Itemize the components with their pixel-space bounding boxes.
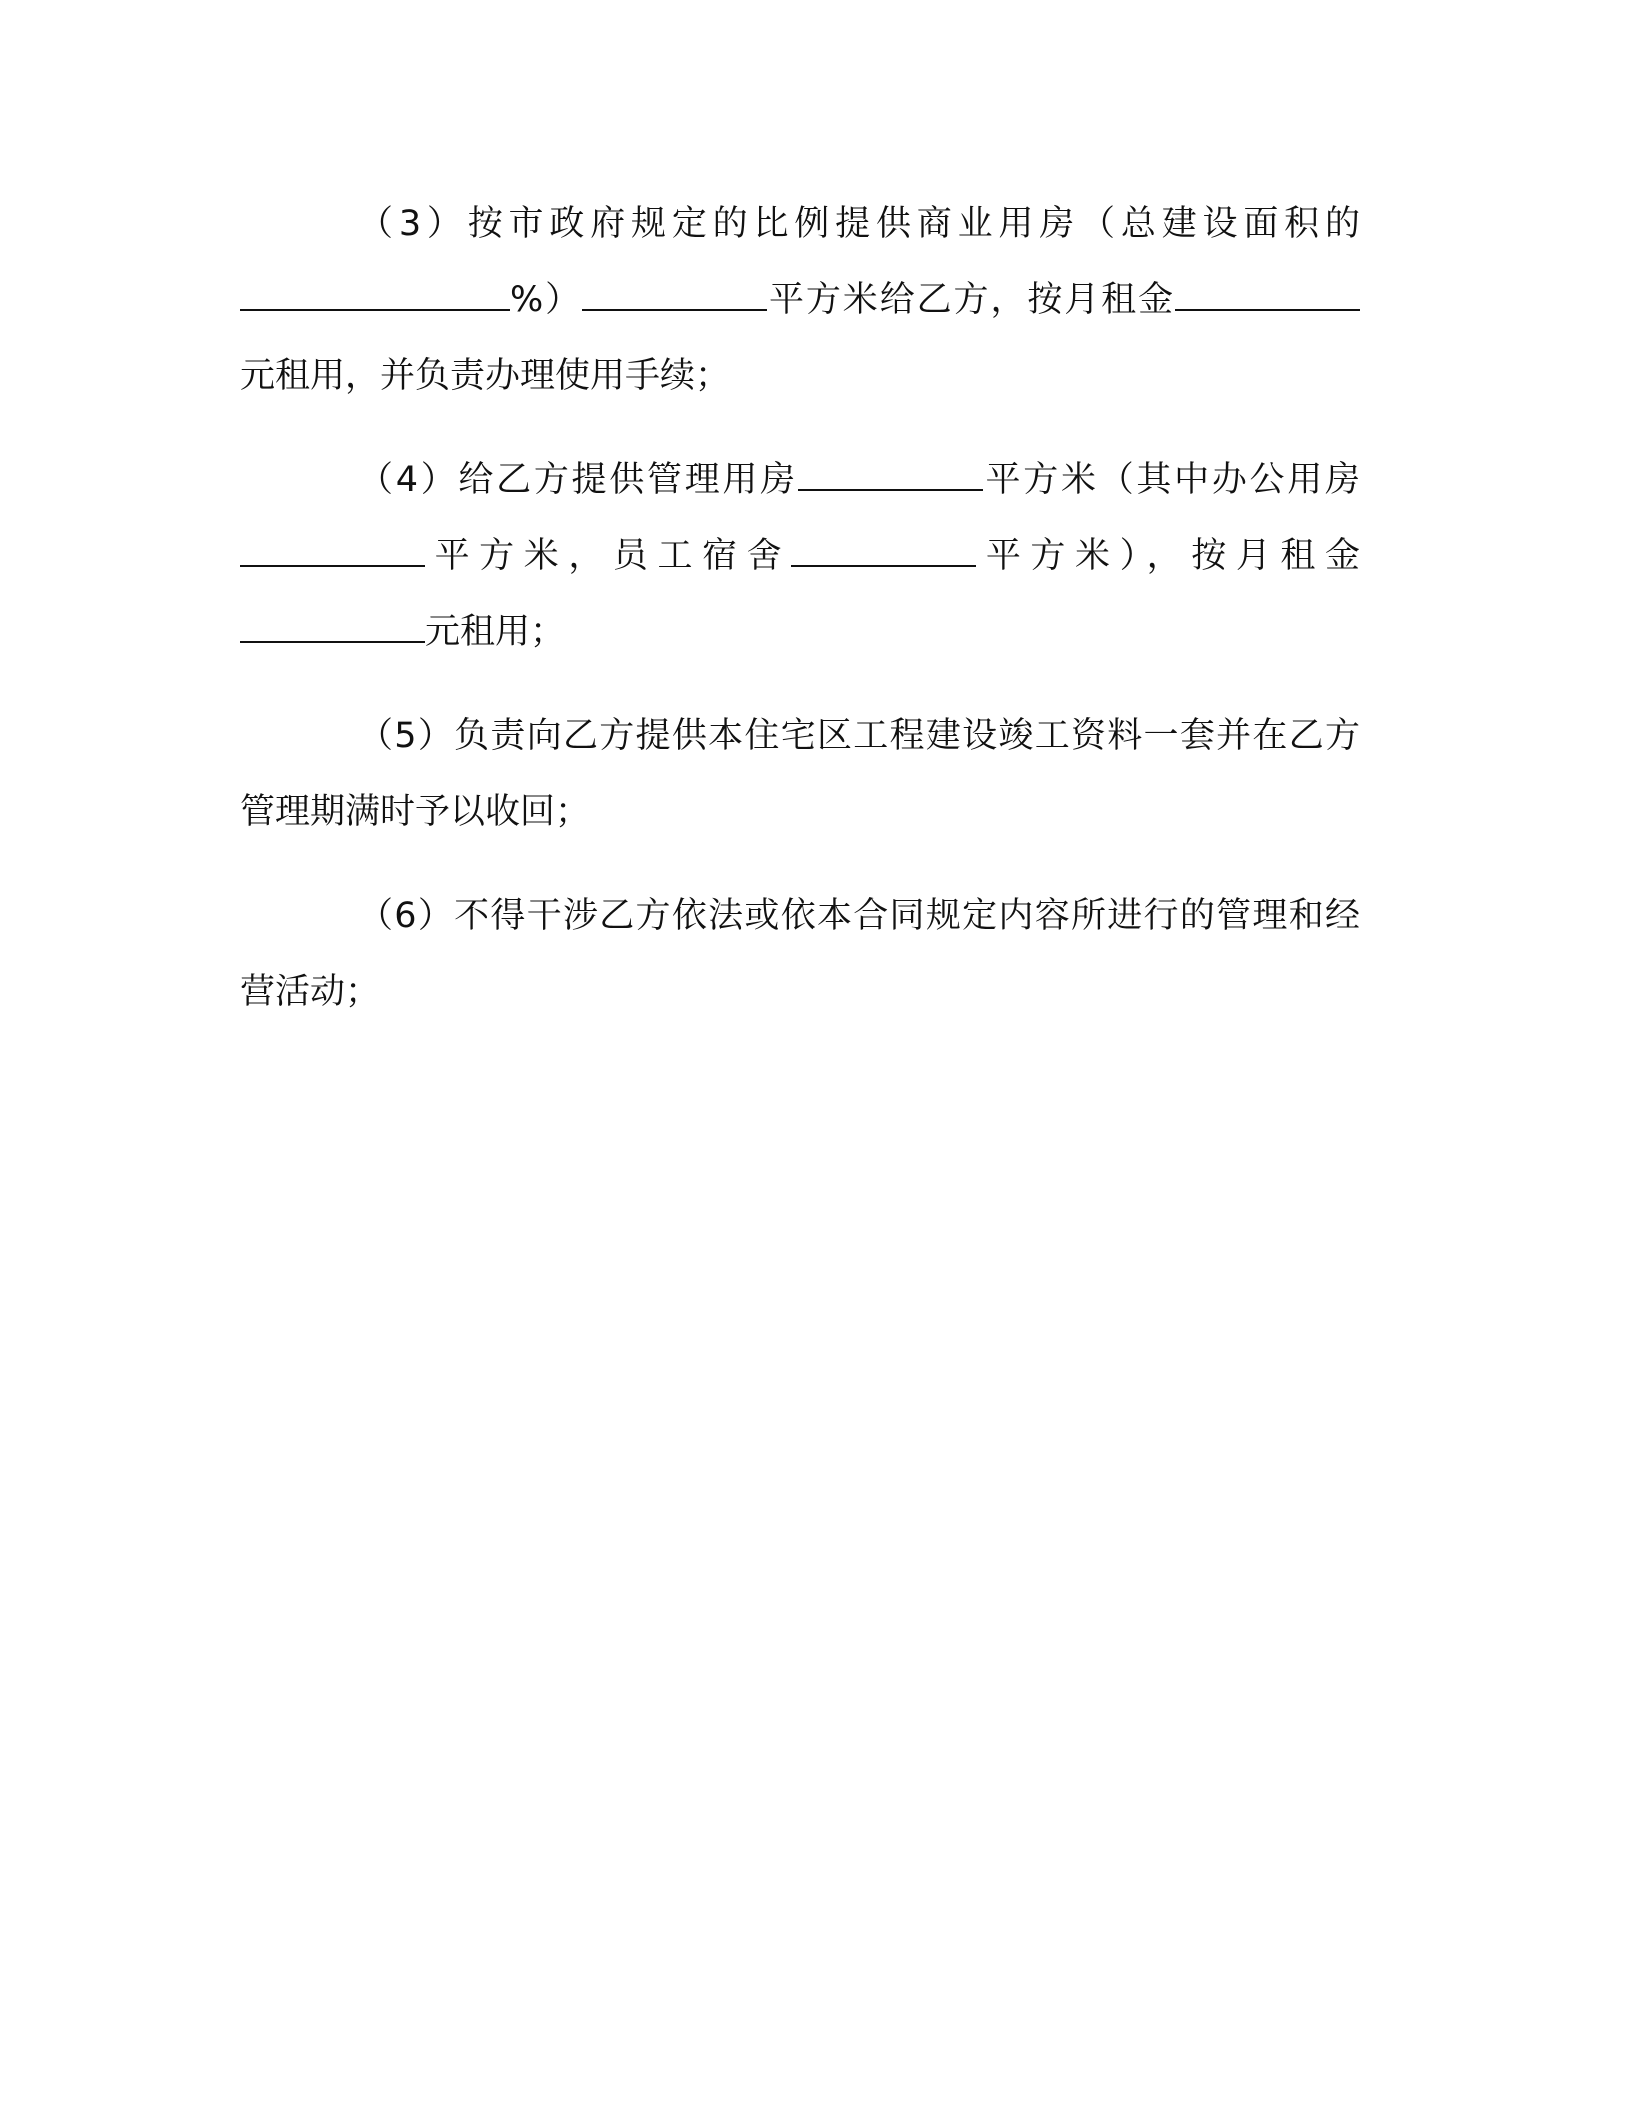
paragraph-text: 元租用，并负责办理使用手续； <box>240 356 731 396</box>
paragraph-text: 平方米），按月租金 <box>976 536 1360 576</box>
paragraph-text: 平方米，员工宿舍 <box>425 536 792 576</box>
fill-in-blank <box>240 272 510 311</box>
paragraph-clause-4 <box>240 442 1360 670</box>
paragraph-text: 平方米（其中办公用房 <box>982 460 1360 500</box>
document-body <box>240 186 1360 1058</box>
fill-in-blank <box>240 528 425 567</box>
paragraph-text: （4）给乙方提供管理用房 <box>358 460 798 500</box>
paragraph-text: （3）按市政府规定的比例提供商业用房（总建设面积的 <box>358 204 1360 244</box>
paragraph-text: 元租用； <box>425 612 566 652</box>
paragraph-clause-5 <box>240 698 1360 850</box>
fill-in-blank <box>791 528 976 567</box>
paragraph-text: %） <box>510 280 583 320</box>
fill-in-blank <box>1175 272 1360 311</box>
paragraph-text: （5）负责向乙方提供本住宅区工程建设竣工资料一套并在乙方管理期满时予以收回； <box>240 716 1360 832</box>
fill-in-blank <box>798 452 983 491</box>
paragraph-clause-6 <box>240 878 1360 1030</box>
paragraph-text: （6）不得干涉乙方依法或依本合同规定内容所进行的管理和经营活动； <box>240 896 1360 1012</box>
fill-in-blank <box>582 272 767 311</box>
paragraph-clause-3 <box>240 186 1360 414</box>
fill-in-blank <box>240 604 425 643</box>
paragraph-text: 平方米给乙方，按月租金 <box>767 280 1175 320</box>
